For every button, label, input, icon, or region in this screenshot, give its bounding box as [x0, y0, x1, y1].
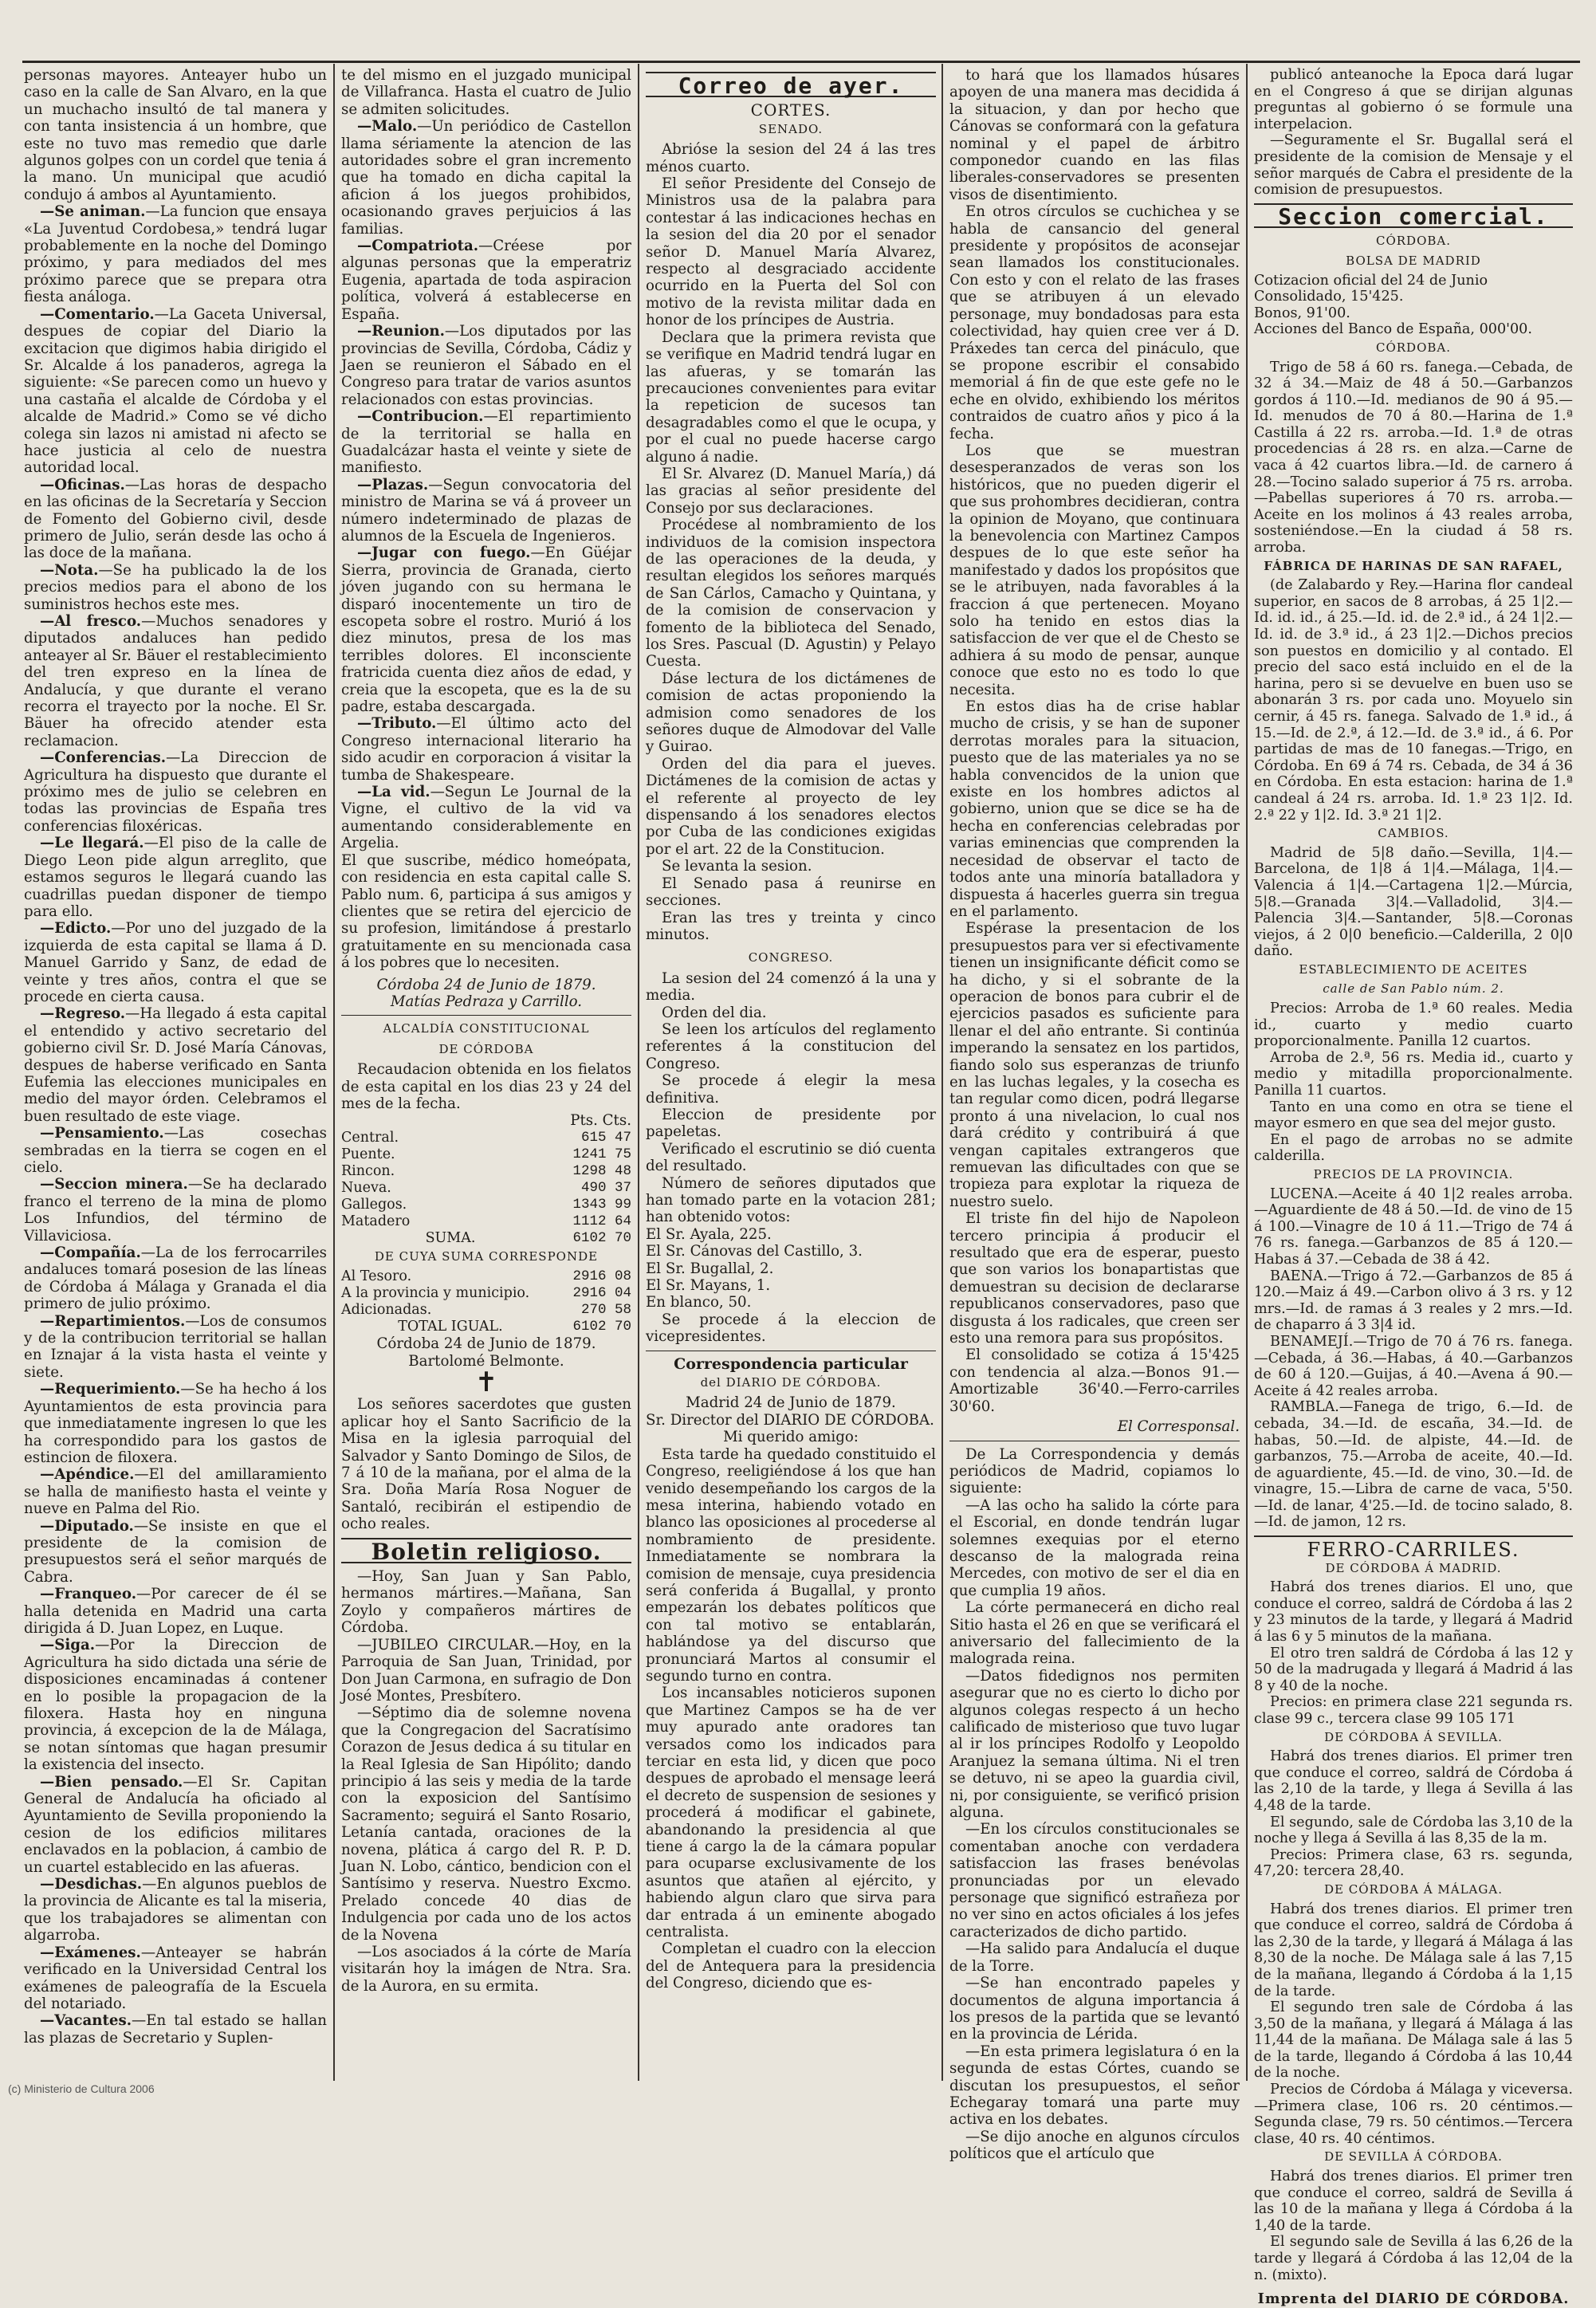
copyright-notice: (c) Ministerio de Cultura 2006: [8, 2082, 155, 2095]
fielato-value: 1241 75: [572, 1146, 631, 1162]
news-item-keyword: —Compatriota.: [357, 238, 479, 255]
column-4-letter: [949, 67, 1240, 1415]
congreso-para: Verificado el escrutinio se dió cuenta del resultado.: [646, 1140, 936, 1175]
news-para: —Se dijo anoche en algunos círculos políticos que el artículo que: [949, 2128, 1240, 2163]
dist-name: A la provincia y municipio.: [341, 1285, 530, 1302]
alcaldia-intro: Recaudacion obtenida en los fielatos de esta capital en los dias 23 y 24 del mes de la fecha.: [341, 1061, 631, 1112]
news-item: [24, 1125, 327, 1176]
aceites-text: [1254, 1001, 1573, 1165]
ferro-para: Habrá dos trenes diarios. El primer tren que conduce el correo, saldrá de Córdoba á las 2,10 de la tarde, y llega á Sevilla á las 4,48 de la tarde.: [1254, 1748, 1573, 1814]
alcaldia-subtitle: DE CÓRDOBA: [438, 1041, 534, 1056]
news-item-keyword: —Nota.: [40, 561, 99, 579]
news-item: [24, 203, 327, 305]
news-item-text: —El piso de la calle de Diego Leon pide algun arreglito, que estamos seguros le llegará cuando las cuadrillas puedan disponer de tiempo para ello.: [24, 835, 327, 920]
news-item-text: —Las cosechas sembradas en la tierra se cogen en el cielo.: [24, 1125, 327, 1176]
news-item-keyword: —Diputado.: [40, 1517, 134, 1535]
cambios-text: Madrid de 5|8 daño.—Sevilla, 1|4.—Barcelona, de 1|8 á 1|4.—Málaga, 1|4.—Valencia á 1|4.—Cartagena 1|2.—Múrcia, 5|8.—Granada 3|4.—Valladolid, 3|4.—Palencia 3|4.—Santander, 5|8.—Coronas viejos, á 2 0|0 beneficio.—Calderilla, 2 0|0 daño.: [1254, 844, 1573, 960]
dist-value: 270 58: [580, 1302, 631, 1319]
congreso-para: Orden del dia.: [662, 1004, 767, 1021]
divider: [341, 1015, 631, 1016]
congreso-para: Número de señores diputados que han tomado parte en la votacion 281; han obtenido votos:: [646, 1174, 936, 1226]
boletin-title: Boletin religioso.: [341, 1538, 631, 1563]
ferro-para: El otro tren saldrá de Córdoba á las 12 y 50 de la madrugada y llegará á Madrid á las 8 y 40 de la noche.: [1254, 1645, 1573, 1694]
column-2-news: [341, 67, 631, 972]
ferro-route: DE SEVILLA Á CÓRDOBA.: [1324, 2149, 1503, 2164]
letter-para: En otros círculos se cuchichea y se habla de cansancio del general presidente y propósitos de aconsejar sean llamados los constitucionales. Con esto y con el relato de las frases que se atribuyen á un elevado personage, muy bondadosas para esta colectividad, hay quien cree ver á D. Práxedes tan cerca del pináculo, que se propone escribir el consabido memorial á fin de que este gefe no le eche en olvido, exhibiendo los méritos contraidos de cuatro años y pico á la fecha.: [949, 203, 1240, 442]
vote-item: En blanco, 50.: [646, 1294, 752, 1311]
news-para: —Se han encontrado papeles y documentos de alguna importancia á los presos de la partida que se levantó en la provincia de Lérida.: [949, 1975, 1240, 2043]
news-item-text: —En tal estado se hallan las plazas de Secretario y Suplen-: [24, 2012, 327, 2047]
total-value: 6102 70: [572, 1319, 631, 1335]
correspondencia-para: Completan el cuadro con la eleccion del de Antequera para la presidencia del Congreso, diciendo que es-: [646, 1940, 936, 1992]
news-item-text: te del mismo en el juzgado municipal de Villafranca. Hasta el cuatro de Julio se admiten solicitudes.: [341, 67, 631, 118]
news-item-keyword: —Regreso.: [40, 1005, 126, 1023]
congreso-para: Se procede á elegir la mesa definitiva.: [646, 1072, 936, 1107]
news-para: —Datos fidedignos nos permiten asegurar que no es cierto lo dicho por algunos colegas respecto á un hecho calificado de misterioso que tuvo lugar al ir los príncipes Rodolfo y Leopoldo Aranjuez la semana última. Ni el tren se detuvo, ni se apeo la guardia civil, ni, por consiguiente, se verificó prision alguna.: [949, 1667, 1240, 1822]
aceites-para: Tanto en una como en otra se tiene el mayor esmero en que sea del mejor gusto.: [1254, 1099, 1573, 1132]
news-para: publicó anteanoche la Epoca dará lugar en el Congreso á que se dirijan algunas preguntas al gobierno ó se formule una interpelacion.: [1254, 67, 1573, 132]
alcaldia-title: ALCALDÍA CONSTITUCIONAL: [383, 1021, 590, 1036]
news-item: [24, 67, 327, 203]
news-item-text: —Ha llegado á esta capital el entendido y activo secretario del gobierno civil Sr. D. José María Cánovas, despues de haberse verificado en Santa Eufemia las elecciones municipales en medio del mayor órden. Celebramos el buen resultado de este viage.: [24, 1005, 327, 1125]
cross-icon: ✝: [474, 1366, 498, 1398]
boletin-item: —Hoy, San Juan y San Pablo, hermanos mártires.—Mañana, San Zoylo y compañeros mártires de Córdoba.: [341, 1568, 631, 1637]
column-1-local-news: [24, 67, 327, 2076]
news-item-text: —Los diputados por las provincias de Sevilla, Córdoba, Cádiz y Jaen se reunieron el Sábado en el Congreso para tratar de varios asuntos relacionados con estas provincias.: [341, 323, 631, 408]
alcaldia-notice: [341, 1020, 631, 1370]
news-item-text: —Por uno del juzgado de la izquierda de esta capital se llama á D. Manuel Garrido y Sanz, de edad de veinte y tres años, contra el que se procede en cierta causa.: [24, 920, 327, 1005]
news-item-text: —En Güéjar Sierra, provincia de Granada, cierto jóven jugando con su hermana le disparó inocentemente un tiro de escopeta sobre el rostro. Murió á los diez minutos, presa de los mas terribles dolores. El inconsciente fratricida cuenta diez años de edad, y creia que la escopeta, que es la de su padre, estaba descargada.: [341, 545, 631, 716]
votes-list: [646, 1226, 936, 1311]
news-para: —A las ocho ha salido la córte para el Escorial, en donde tendrán lugar solemnes exequias por el eterno descanso de la malograda reina Mercedes, con motivo de ser el dia en que cumplia 19 años.: [949, 1496, 1240, 1599]
ferro-route: DE CÓRDOBA Á MÁLAGA.: [1324, 1881, 1503, 1897]
alcaldia-sign: Bartolomé Belmonte.: [408, 1352, 564, 1370]
news-item: [24, 2012, 327, 2047]
precios-text: Trigo de 58 á 60 rs. fanega.—Cebada, de 32 á 34.—Maiz de 48 á 50.—Garbanzos gordos á 110.—Id. medianos de 90 á 95.—Id. menudos de 70 á 80.—Harina de 1.ª Castilla á 22 rs. arroba.—Id. 1.ª de otras procedencias á 28 rs. en alza.—Carne de vaca á 42 cuartos libra.—Id. de carnero á 28.—Tocino salado superior á 75 rs. arroba.—Pabellas superiores á 70 rs. arroba.—Aceite en los molinos á 43 reales arroba, sosteniéndose.—En la ciudad á 58 rs. arroba.: [1254, 359, 1573, 556]
senado-para: Dáse lectura de los dictámenes de comision de actas proponiendo la admision como senadores de los señores duque de Almodovar del Valle y Guirao.: [646, 670, 936, 756]
fabrica-text: (de Zalabardo y Rey.—Harina flor candeal superior, en sacos de 8 arrobas, á 25 1|2.—Id. id. id., á 25.—Id. id. de 2.ª id., á 24 1|2.—Id. id. de 3.ª id., á 23 1|2.—Dichos precios son puestos en domicilio y al contado. El precio del saco está incluido en el de la harina, pero si se devuelve en buen uso se abonarán 3 rs. por cada uno. Moyuelo sin cernir, á 45 rs. fanega. Salvado de 1.ª id., á 15.—Id. de 2.ª, á 12.—Id. de 3.ª id., á 6. Por partidas de mas de 10 fanegas.—Trigo, en Córdoba. En 69 á 74 rs. Cebada, de 34 á 36 en Córdoba. En esta estacion: harina de 1.ª candeal á 24 rs. arroba. Id. 1.ª 23 1|2. Id. 2.ª 22 y 1|2. Id. 3.ª 21 1|2.: [1254, 577, 1573, 824]
congreso-para: Se leen los artículos del reglamento referentes á la constitucion del Congreso.: [646, 1020, 936, 1072]
news-item: [24, 1876, 327, 1944]
alcaldia-units: Pts. Cts.: [570, 1112, 631, 1130]
news-item-keyword: —Le llegará.: [40, 835, 144, 852]
ferro-para: El segundo sale de Sevilla á las 6,26 de la tarde y llegará á Córdoba á las 12,04 de la n. (mixto).: [1254, 2234, 1573, 2283]
news-item-text: —Se ha hecho á los Ayuntamientos de esta provincia para que inmediatamente ingresen lo que les ha correspondido para los gastos de estincion de filoxera.: [24, 1381, 327, 1466]
fielato-name: Central.: [341, 1129, 399, 1146]
column-rule: [333, 64, 335, 2081]
news-para: —Seguramente el Sr. Bugallal será el presidente de la comision de Mensaje y el señor marqués de Cabra el presidente de la comision de presupuestos.: [1254, 132, 1573, 199]
senado-para: Orden del dia para el jueves. Dictámenes de la comision de actas y el referente al proyecto de ley dispensando á los senadores electos por Cuba de las condiciones exigidas por el art. 22 de la Constitucion.: [646, 755, 936, 858]
news-item: [341, 477, 631, 545]
news-item-text: —La Gaceta Universal, despues de copiar del Diario la excitacion que digimos habia dirigido el Sr. Alcalde á los panaderos, agrega la siguiente: «Se parecen como un huevo y una castaña el alcalde de Córdoba y el alcalde de Madrid.» Como se vé dicho colega sin lazos ni amistad ni afecto se hace justicia al celo de nuestra autoridad local.: [24, 305, 327, 477]
correspondencia-date: Madrid 24 de Junio de 1879.: [686, 1394, 896, 1412]
cortes-heading: CORTES.: [750, 100, 831, 120]
news-item-text: —Segun Le Journal de la Vigne, el cultivo de la vid va aumentando considerablemente en Argelia.: [341, 784, 631, 852]
news-item: [341, 852, 631, 972]
ferro-para: El segundo tren sale de Córdoba á las 3,50 de la mañana, y llegará á Málaga á las 11,44 de la mañana. De Málaga sale á las 5 de la tarde, llegando á Córdoba á las 10,44 de la noche.: [1254, 1999, 1573, 2082]
news-item: [24, 1518, 327, 1587]
bolsa-title: BOLSA DE MADRID: [1346, 253, 1481, 268]
correspondencia-body: [646, 1446, 936, 1992]
column-5-news: [1254, 67, 1573, 199]
correspondencia-to: Sr. Director del DIARIO DE CÓRDOBA.: [646, 1411, 934, 1429]
bolsa-lines: [1254, 273, 1573, 338]
alcaldia-distribution: [341, 1268, 631, 1319]
news-item-keyword: —Comentario.: [40, 305, 155, 323]
dist-name: Adicionadas.: [341, 1302, 432, 1319]
senado-para: Declara que la primera revista que se verifique en Madrid tendrá lugar en las afueras, y se tomarán las precauciones convenientes para evitar la repeticion de sucesos tan desagradables como el que le ocupa, y por el cual no puede hacerse cargo alguno á nadie.: [646, 328, 936, 466]
congreso-heading: CONGRESO.: [748, 950, 834, 965]
provincia-title: PRECIOS DE LA PROVINCIA.: [1313, 1167, 1514, 1182]
news-item-text: personas mayores. Anteayer hubo un caso en la calle de San Alvaro, en la que un muchacho insultó de tal manera y con tanta insistencia á un hombre, que este no tuvo mas remedio que darle algunos golpes con un cordel que tenia á la mano. Un municipal que acudió condujo á ambos al Ayuntamiento.: [24, 67, 327, 203]
senado-para: El Sr. Alvarez (D. Manuel María,) dá las gracias al señor presidente del Consejo por sus declaraciones.: [646, 465, 936, 517]
vote-item: El Sr. Mayans, 1.: [646, 1277, 771, 1295]
news-item: [24, 835, 327, 920]
column-4-news: [949, 1446, 1240, 2163]
news-item-text: —Se ha declarado franco el terreno de la mina de plomo Los Infundios, del término de Villaviciosa.: [24, 1176, 327, 1244]
aceites-title: ESTABLECIMIENTO DE ACEITES: [1299, 961, 1528, 977]
news-para: De La Correspondencia y demás periódicos de Madrid, copiamos lo siguiente:: [949, 1445, 1240, 1497]
column-3-correo: [646, 67, 936, 2076]
boletin-item: —Los asociados á la córte de María visitarán hoy la imágen de Ntra. Sra. de la Aurora, en su ermita.: [341, 1944, 631, 1995]
column-2: [341, 67, 631, 2076]
signature-date: Córdoba 24 de Junio de 1879.: [376, 976, 596, 993]
vote-item: El Sr. Ayala, 225.: [646, 1225, 772, 1243]
news-item-text: El que suscribe, médico homeópata, con residencia en esta capital calle S. Pablo num. 6, participa á sus amigos y clientes que se retira del ejercicio de su profesion, limitándose á prestarlo gratuitamente en su mencionada casa á los pobres que lo necesiten.: [341, 851, 631, 972]
ferro-para: Precios: en primera clase 221 segunda rs. clase 99 c., tercera clase 99 105 171: [1254, 1694, 1573, 1727]
correspondencia-para: Los incansables noticieros suponen que Martinez Campos se ha de ver muy apurado ante oradores tan versados como los indicados para terciar en esta lid, y dicen que poco despues de aprobado el mensage leerá el decreto de suspension de sesiones y procederá á modificar el gabinete, abandonando la presidencia al que tiene á cargo la de la cámara popular para ocuparse exclusivamente de los asuntos que atañen al ejército, y habiendo algun claro que sirva para dar entrada á un eminente abogado centralista.: [646, 1685, 936, 1941]
news-para: —En los círculos constitucionales se comentaban anoche con verdadera satisfaccion las frases benévolas pronunciadas por un elevado personage que significó estrañeza por no ver sino en actos oficiales á los jefes caracterizados de dicho partido.: [949, 1821, 1240, 1940]
news-item-keyword: —La vid.: [357, 784, 430, 801]
column-rule: [941, 64, 943, 2081]
news-item: [24, 1176, 327, 1244]
fielato-value: 1112 64: [572, 1213, 631, 1229]
corresponde-label: DE CUYA SUMA CORRESPONDE: [374, 1248, 599, 1264]
alcaldia-suma: [341, 1230, 631, 1247]
fielato-value: 1343 99: [572, 1196, 631, 1213]
news-item: [341, 784, 631, 852]
total-label: TOTAL IGUAL.: [398, 1319, 503, 1335]
news-item: [24, 1381, 327, 1466]
boletin-item: —JUBILEO CIRCULAR.—Hoy, en la Parroquia de San Juan, Trinidad, por Don Juan Carmona, en sufragio de Don José Montes, Presbítero.: [341, 1636, 631, 1704]
senado-heading: SENADO.: [758, 121, 824, 136]
fabrica-title: FÁBRICA DE HARINAS DE SAN RAFAEL,: [1264, 558, 1563, 573]
news-item-text: —Los de consumos y de la contribucion territorial se hallan en Iznajar á la vista hasta el veinte y siete.: [24, 1312, 327, 1381]
news-item-text: —Por la Direccion de Agricultura ha sido dictada una série de disposiciones encaminadas á contener en lo posible la propagacion de la filoxera. Hasta hoy en ninguna provincia, á excepcion de la de Málaga, se notan síntomas que hagan presumir la existencia del insecto.: [24, 1637, 327, 1774]
news-item-keyword: —Al fresco.: [40, 613, 142, 630]
provincia-para: BENAMEJÍ.—Trigo de 70 á 76 rs. fanega.—Cebada, á 36.—Habas, á 40.—Garbanzos de 60 á 120.—Guijas, á 40.—Avena á 90.—Aceite á 42 reales arroba.: [1254, 1333, 1573, 1399]
news-item-keyword: —Siga.: [40, 1637, 96, 1654]
aceites-sub: calle de San Pablo núm. 2.: [1323, 981, 1504, 997]
column-rule: [638, 64, 639, 2081]
news-item-text: —Por carecer de él se halla detenida en Madrid una carta dirigida á D. Juan Lopez, en Luque.: [24, 1586, 327, 1637]
cambios-title: CAMBIOS.: [1378, 826, 1449, 841]
news-item: [24, 477, 327, 562]
news-item-text: —Se insiste en que el presidente de la comision de presupuestos será el señor marqués de Cabra.: [24, 1517, 327, 1586]
correspondencia-greeting: Mi querido amigo:: [723, 1429, 859, 1446]
news-item-keyword: —Bien pensado.: [40, 1773, 183, 1791]
correspondencia-title: Correspondencia particular: [674, 1355, 908, 1373]
divider: [1254, 1535, 1573, 1537]
news-item-keyword: —Tributo.: [357, 715, 437, 733]
dist-value: 2916 08: [572, 1268, 631, 1285]
fielato-name: Nueva.: [341, 1179, 391, 1196]
senado-para: Abrióse la sesion del 24 á las tres ménos cuarto.: [646, 141, 936, 175]
news-item-text: —Un periódico de Castellon llama sériamente la atencion de las autoridades sobre el gran incremento que ha tomado en dicha capital la aficion á los juegos prohibidos, ocasionando graves perjuicios á las familias.: [341, 118, 631, 238]
alcaldia-table: [341, 1130, 631, 1230]
fielato-value: 490 37: [580, 1179, 631, 1196]
fielato-name: Gallegos.: [341, 1196, 407, 1213]
correspondencia-para: Esta tarde ha quedado constituido el Congreso, reeligiéndose á los que han venido desempeñando los cargos de la mesa interina, habiendo votado en blanco las oposiciones al procederse al nombramiento de presidente. Inmediatamente se nombrara la comision de mensaje, cuya presidencia será conferida á Bugallal, y pronto empezarán los debates políticos que con tal motivo se entablarán, hablándose ya del discurso que pronunciará Martos al consumir el segundo turno en contra.: [646, 1445, 936, 1685]
news-item-keyword: —Pensamiento.: [40, 1125, 164, 1142]
senado-para: Eran las tres y treinta y cinco minutos.: [646, 909, 936, 943]
news-item-keyword: —Malo.: [357, 118, 418, 136]
news-item: [24, 1944, 327, 2013]
letter-para: to hará que los llamados húsares apoyen de una manera mas decidida á la situacion, y dan por hecho que Cánovas se conformará con la gefatura nominal y el papel de árbitro componedor cuando en las filas liberales-conservadores se presenten visos de disentimiento.: [949, 67, 1240, 203]
news-item: [24, 1005, 327, 1125]
correspondencia-sub: del DIARIO DE CÓRDOBA.: [700, 1375, 882, 1390]
senado-para: Se levanta la sesion.: [662, 858, 812, 875]
misa-notice: Los señores sacerdotes que gusten aplicar hoy el Santo Sacrificio de la Misa en la iglesia parroquial del Salvador y Santo Domingo de Silos, de 7 á 10 de la mañana, por el alma de la Sra. Doña María Rosa Noguer de Santaló, recibirán el estipendio de ocho reales.: [341, 1396, 631, 1533]
news-item-keyword: —Exámenes.: [40, 1944, 141, 1961]
column-5: [1254, 67, 1573, 2308]
senado-para: El señor Presidente del Consejo de Ministros usa de la palabra para contestar á las indicaciones hechas en la sesion del dia 20 por el senador señor D. Manuel María Alvarez, respecto al desgraciado accidente ocurrido en la Puerta del Sol con motivo de la revista militar dada en honor de los príncipes de Austria.: [646, 175, 936, 329]
fielato-name: Matadero: [341, 1213, 411, 1229]
news-item-keyword: —Plazas.: [357, 476, 429, 493]
news-item: [24, 749, 327, 835]
news-item-text: —En algunos pueblos de la provincia de Alicante es tal la miseria, que los trabajadores se alimentan con algarroba.: [24, 1876, 327, 1944]
aceites-para: Arroba de 2.ª, 56 rs. Media id., cuarto y medio y mitadilla proporcionalmente. Panilla 11 cuartos.: [1254, 1049, 1573, 1099]
news-item: [24, 1313, 327, 1382]
news-item: [24, 562, 327, 613]
news-item-text: —El del amillaramiento se halla de manifiesto hasta el veinte y nueve en Palma del Rio.: [24, 1466, 327, 1518]
news-item: [24, 1466, 327, 1517]
vice-text: Se procede á la eleccion de vicepresidentes.: [646, 1311, 936, 1346]
news-para: La córte permanecerá en dicho real Sitio hasta el 26 en que se verificará el aniversario del fallecimiento de la malograda reina.: [949, 1599, 1240, 1668]
news-item-keyword: —Apéndice.: [40, 1466, 135, 1484]
boletin-body: [341, 1568, 631, 1995]
congreso-body: [646, 970, 936, 1226]
ferro-para: Precios de Córdoba á Málaga y viceversa.—Primera clase, 106 rs. 20 céntimos.—Segunda clase, 79 rs. 50 céntimos.—Tercera clase, 40 rs. 40 céntimos.: [1254, 2082, 1573, 2147]
bolsa-line: Bonos, 91'00.: [1254, 305, 1350, 321]
column-rule: [1246, 64, 1248, 2081]
comercial-city: CÓRDOBA.: [1375, 234, 1451, 249]
news-item-text: —El repartimiento de la territorial se halla en Guadalcázar hasta el veinte y siete de manifiesto.: [341, 408, 631, 477]
dist-name: Al Tesoro.: [341, 1268, 412, 1285]
aceites-para: Precios: Arroba de 1.ª 60 reales. Media id., cuarto y medio cuarto proporcionalmente. Panilla 12 cuartos.: [1254, 1001, 1573, 1050]
bolsa-line: Consolidado, 15'425.: [1254, 289, 1404, 305]
imprenta-footer: Imprenta del DIARIO DE CÓRDOBA.: [1257, 2290, 1570, 2308]
signature-name: Matías Pedraza y Carrillo.: [390, 993, 583, 1010]
news-item-keyword: —Jugar con fuego.: [357, 545, 531, 562]
ferro-para: Habrá dos trenes diarios. El uno, que conduce el correo, saldrá de Córdoba á las 2 y 23 minutos de la tarde, y llegará á Madrid á las 6 y 5 minutos de la mañana.: [1254, 1579, 1573, 1645]
bolsa-line: Cotizacion oficial del 24 de Junio: [1254, 272, 1488, 289]
news-item-text: —La funcion que ensaya «La Juventud Cordobesa,» tendrá lugar probablemente en la noche del Domingo próximo, y para mediados del mes próximo parece que se prepara otra fiesta análoga.: [24, 203, 327, 306]
news-item-keyword: —Seccion minera.: [40, 1176, 188, 1193]
letter-para: Los que se muestran desesperanzados de veras son los históricos, que no pueden digerir el que sus prohombres decidieran, contra la opinion de Moyano, que continuara la benevolencia con Martinez Campos despues de lo que este señor ha manifestado y dados los propósitos que se le atribuyen, nada favorables á la fraccion á que pertenecen. Moyano solo ha tenido en estos dias la satisfaccion de ver que el de Chesto se adhiera á su modo de pensar, aunque conoce que esto no es todo lo que necesita.: [949, 442, 1240, 698]
ferro-para: El segundo, sale de Córdoba las 3,10 de la noche y llega á Sevilla á las 8,35 de la m.: [1254, 1814, 1573, 1847]
news-item: [24, 1774, 327, 1876]
ferro-body: [1254, 1560, 1573, 2284]
ferro-route: DE CÓRDOBA Á MADRID.: [1325, 1560, 1502, 1575]
news-item-keyword: —Conferencias.: [40, 749, 167, 767]
news-item-text: —Se ha publicado la de los precios medios para el abono de los suministros hechos este mes.: [24, 561, 327, 613]
congreso-para: La sesion del 24 comenzó á la una y media.: [646, 969, 936, 1005]
news-item-text: —Las horas de despacho en las oficinas de la Secretaría y Seccion de Fomento del Gobierno civil, desde primero de Julio, serán desde las ocho á las doce de la mañana.: [24, 476, 327, 562]
news-item-text: —El último acto del Congreso internacional literario ha sido acudir en corporacion á visitar la tumba de Shakespeare.: [341, 715, 631, 784]
ferro-para: Precios: Primera clase, 63 rs. segunda, 47,20: tercera 28,40.: [1254, 1846, 1573, 1880]
news-item: [341, 238, 631, 323]
corresponsal-sign: El Corresponsal.: [1117, 1418, 1240, 1436]
news-item-keyword: —Oficinas.: [40, 476, 125, 493]
news-item: [341, 323, 631, 408]
suma-value: 6102 70: [572, 1229, 631, 1246]
column-4: [949, 67, 1240, 2163]
news-item: [24, 613, 327, 749]
comercial-title: Seccion comercial.: [1254, 203, 1573, 229]
news-para: —Ha salido para Andalucía el duque de la Torre.: [949, 1940, 1240, 1975]
news-item-keyword: —Se animan.: [40, 203, 146, 221]
letter-para: El consolidado se cotiza á 15'425 con tendencia al alza.—Bonos 91.—Amortizable 36'40.—Ferro-carriles 30'60.: [949, 1347, 1240, 1415]
news-item: [24, 306, 327, 477]
dist-value: 2916 04: [572, 1285, 631, 1302]
provincia-para: LUCENA.—Aceite á 40 1|2 reales arroba.—Aguardiente de 48 á 50.—Id. de vino de 15 á 100.—Vinagre de 10 á 11.—Trigo de 74 á 76 rs. fanega.—Garbanzos de 85 á 120.—Habas á 37.—Cebada de 38 á 42.: [1254, 1185, 1573, 1268]
news-item-text: —Créese por algunas personas que la emperatriz Eugenia, apartada de toda aspiracion política, volverá á establecerse en España.: [341, 238, 631, 323]
aceites-para: En el pago de arrobas no se admite calderilla.: [1254, 1131, 1573, 1165]
news-item: [341, 715, 631, 784]
news-item: [341, 408, 631, 477]
ferro-route: DE CÓRDOBA Á SEVILLA.: [1324, 1729, 1503, 1744]
news-item-text: —Anteayer se habrán verificado en la Universidad Central los exámenes de paleografía de la Escuela del notariado.: [24, 1944, 327, 2012]
boletin-item: —Séptimo dia de solemne novena que la Congregacion del Sacratísimo Corazon de Jesus dedica á su titular en la Real Iglesia de San Hipólito; dando principio á las seis y media de la tarde con la exposicion del Santísimo Sacramento; seguirá el Santo Rosario, Letanía cantada, oraciones de la novena, plática á cargo del R. P. D. Juan N. Lobo, cántico, bendicion con el Santísimo y reserva. Nuestro Excmo. Prelado concede 40 dias de Indulgencia por cada uno de los actos de la Novena: [341, 1704, 631, 1944]
senado-body: [646, 141, 936, 943]
fielato-value: 1298 48: [572, 1162, 631, 1179]
provincia-text: [1254, 1186, 1573, 1531]
correo-title: Correo de ayer.: [646, 72, 936, 97]
senado-para: Procédese al nombramiento de los individuos de la comision inspectora de las operaciones de la deuda, y resultan elegidos los señores marqués de San Cárlos, Camacho y Quintana, y de la comision de conservacion y fomento de la biblioteca del Senado, los Sres. Pascual (D. Agustin) y Pelayo Cuesta.: [646, 517, 936, 670]
fielato-name: Puente.: [341, 1146, 395, 1162]
news-item-keyword: —Requerimiento.: [40, 1381, 181, 1398]
news-item-text: —El Sr. Capitan General de Andalucía ha oficiado al Ayuntamiento de Sevilla proponiendo la cesion de los edificios militares enclavados en la poblacion, á cambio de un cuartel establecido en las afueras.: [24, 1773, 327, 1876]
congreso-para: Eleccion de presidente por papeletas.: [646, 1106, 936, 1141]
suma-label: SUMA.: [425, 1229, 476, 1246]
news-item-keyword: —Vacantes.: [40, 2012, 132, 2030]
alcaldia-date: Córdoba 24 de Junio de 1879.: [376, 1335, 596, 1353]
provincia-para: BAENA.—Trigo á 72.—Garbanzos de 85 á 120.—Maiz á 49.—Carbon olivo á 3 rs. y 12 mrs.—Id. de ramas á 3 reales y 2 mrs.—Id. de chaparro á 3 3|4 id.: [1254, 1268, 1573, 1334]
news-item: [341, 67, 631, 118]
news-item-text: —La Direccion de Agricultura ha dispuesto que durante el próximo mes de julio se celebren en todas las provincias de España tres conferencias filoxéricas.: [24, 749, 327, 835]
ferro-para: Habrá dos trenes diarios. El primer tren que conduce el correo, saldrá de Sevilla á las 10 de la mañana y llega á Córdoba á la 1,40 de la tarde.: [1254, 2168, 1573, 2234]
news-item-keyword: —Contribucion.: [357, 408, 484, 426]
news-item: [24, 1586, 327, 1637]
provincia-para: RAMBLA.—Fanega de trigo, 6.—Id. de cebada, 34.—Id. de escaña, 34.—Id. de habas, 50.—Id. de alpiste, 44.—Id. de garbanzos, 75.—Arroba de aceite, 40.—Id. de aguardiente, 45.—Id. de vino, 30.—Id. de vinagre, 15.—Libra de carne de vaca, 5'50.—Id. de lanar, 4'25.—Id. de tocino salado, 8.—Id. de jamon, 12 rs.: [1254, 1399, 1573, 1531]
fielato-name: Rincon.: [341, 1162, 395, 1179]
ferro-para: Habrá dos trenes diarios. El primer tren que conduce el correo, saldrá de Córdoba á las 2,30 de la tarde, y llegará á Málaga á las 8,30 de la noche. De Málaga sale á las 7,15 de la mañana, llegando á Córdoba á la 1,15 de la tarde.: [1254, 1901, 1573, 1999]
alcaldia-total: [341, 1319, 631, 1335]
top-rule: [22, 61, 1580, 63]
news-item: [341, 545, 631, 715]
bolsa-line: Acciones del Banco de España, 000'00.: [1254, 321, 1532, 338]
news-item-keyword: —Edicto.: [40, 920, 112, 938]
news-item: [341, 118, 631, 238]
ferro-title: FERRO-CARRILES.: [1307, 1539, 1520, 1562]
senado-para: El Senado pasa á reunirse en secciones.: [646, 875, 936, 910]
news-item-text: —Muchos senadores y diputados andaluces han pedido anteayer al Sr. Bäuer el restablecimiento del tren expreso en la línea de Andalucía, y que durante el verano recorra el trayecto por la noche. El Sr. Bäuer ha ofrecido atender esta reclamacion.: [24, 613, 327, 749]
vote-item: El Sr. Cánovas del Castillo, 3.: [646, 1243, 863, 1260]
news-item-keyword: —Franqueo.: [40, 1586, 137, 1603]
vote-item: El Sr. Bugallal, 2.: [646, 1260, 774, 1277]
news-item-keyword: —Reunion.: [357, 323, 445, 340]
news-item: [24, 1244, 327, 1313]
news-item-keyword: —Desdichas.: [40, 1876, 143, 1893]
news-item-text: —La de los ferrocarriles andaluces tomará posesion de las líneas de Córdoba á Málaga y Granada el dia primero de julio próximo.: [24, 1244, 327, 1313]
letter-para: El triste fin del hijo de Napoleon tercero principia á producir el resultado que era de esperar, puesto que son varios los bonapartistas que demuestran su decision de declararse republicanos conservadores, paso que disgusta á los radicales, que creen ser esto una remora para sus propósitos.: [949, 1210, 1240, 1347]
letter-para: En estos dias ha de crise hablar mucho de crisis, y se han de suponer derrotas morales para la situacion, puesto que de las materiales ya no se habla convencidos de la union que existe en los hombres adictos al gobierno, union que se dice se ha de hecha en conferencias celebradas por varias eminencias que comprenden la necesidad de observar el tacto de todos ante una minoría batalladora y dispuesta á hacerles guerra sin tregua en el parlamento.: [949, 698, 1240, 920]
news-item-keyword: —Repartimientos.: [40, 1312, 186, 1330]
news-item: [24, 1637, 327, 1773]
letter-para: Espérase la presentacion de los presupuestos para ver si efectivamente tienen un insignificante déficit como se ha dicho, y si el sobrante de la operacion de bonos para cubrir el de ejercicios pasados es suficiente para llenar el del año entrante. Si continúa imperando la sensatez en los partidos, fiando solo sus esperanzas de triunfo en las luchas legales, y la cosecha es tan regular como dicen, podrá llegarse pronto á una nivelacion, lo cual nos dará crédito y contribuirá á que vengan capitales extrangeros que remuevan las dificultades con que se tropieza para explotar la riqueza de nuestro suelo.: [949, 920, 1240, 1210]
fielato-value: 615 47: [580, 1129, 631, 1146]
news-item-text: —Segun convocatoria del ministro de Marina se vá á proveer un número indeterminado de plazas de alumnos de la Escuela de Ingenieros.: [341, 476, 631, 545]
comercial-city-2: CÓRDOBA.: [1375, 340, 1451, 355]
news-item: [24, 920, 327, 1005]
news-item-keyword: —Compañía.: [40, 1244, 141, 1262]
news-para: —En esta primera legislatura ó en la segunda de estas Córtes, cuando se discutan los presupuestos, el señor Echegaray tomará una parte muy activa en los debates.: [949, 2043, 1240, 2129]
